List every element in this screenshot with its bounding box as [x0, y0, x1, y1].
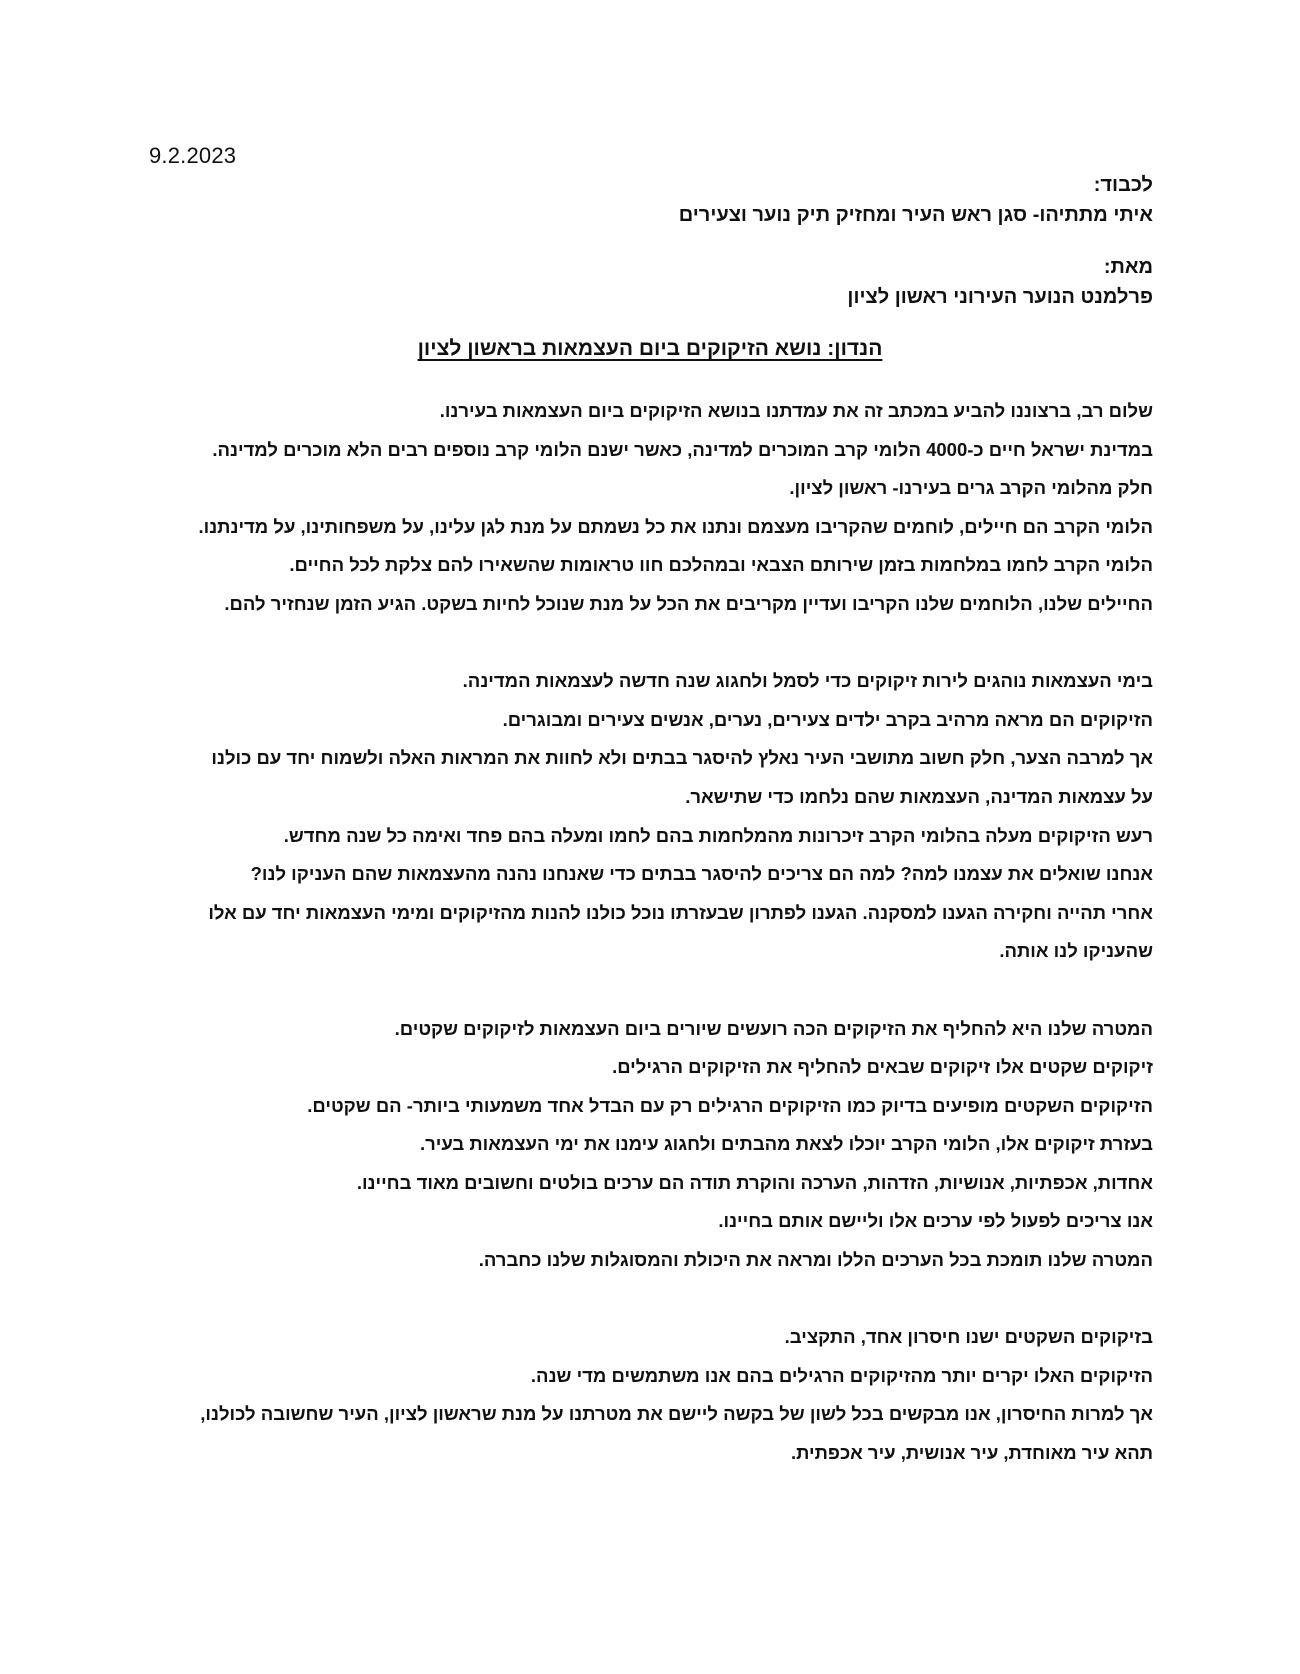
paragraph-gap: [143, 971, 1153, 1010]
body-line: בימי העצמאות נוהגים לירות זיקוקים כדי לסמל ולחגוג שנה חדשה לעצמאות המדינה.: [462, 670, 1153, 692]
recipient-label: לכבוד:: [1093, 174, 1153, 196]
body-line: שלום רב, ברצוננו להביע במכתב זה את עמדתנו בנושא הזיקוקים ביום העצמאות בעירנו.: [439, 400, 1153, 421]
body-line: רעש הזיקוקים מעלה בהלומי הקרב זיכרונות מהמלחמות בהם לחמו ומעלה בהם פחד ואימה כל שנה מחדש.: [283, 824, 1153, 846]
body-line: הלומי הקרב לחמו במלחמות בזמן שירותם הצבאי ובמהלכם חוו טראומות שהשאירו להם צלקת לכל החיים.: [289, 554, 1153, 576]
sender-block: [847, 252, 1153, 312]
body-line: אחרי תהייה וחקירה הגענו למסקנה. הגענו לפתרון שבעזרתו נוכל כולנו להנות מהזיקוקים ומימי העצמאות יחד עם אלו: [208, 901, 1153, 923]
letter-date: 9.2.2023: [149, 143, 237, 168]
body-line: על עצמאות המדינה, העצמאות שהם נלחמו כדי שתישאר.: [685, 785, 1153, 807]
recipient-block: [679, 170, 1153, 230]
body-line: אך למרות החיסרון, אנו מבקשים בכל לשון של בקשה ליישם את מטרתנו על מנת שראשון לציון, העיר שחשובה לכולנו,: [200, 1403, 1153, 1425]
sender-name: פרלמנט הנוער העירוני ראשון לציון: [847, 286, 1153, 308]
body-line: החיילים שלנו, הלוחמים שלנו הקריבו ועדיין מקריבים את הכל על מנת שנוכל לחיות בשקט. הגיע הזמן שנחזיר להם.: [224, 592, 1153, 614]
body-line: הלומי הקרב הם חיילים, לוחמים שהקריבו מעצמם ונתנו את כל נשמתם על מנת לגן עלינו, על משפחותינו, על מדינתנו.: [198, 515, 1153, 537]
body-line: אנו צריכים לפעול לפי ערכים אלו וליישם אותם בחיינו.: [718, 1210, 1153, 1232]
body-line: אחדות, אכפתיות, אנושיות, הזדהות, הערכה והוקרת תודה הם ערכים בולטים וחשובים מאוד בחיינו.: [356, 1171, 1153, 1193]
body-line: במדינת ישראל חיים כ-4000 הלומי קרב המוכרים למדינה, כאשר ישנם הלומי קרב נוספים רבים הלא מוכרים למדינה.: [212, 438, 1153, 460]
body-line: חלק מהלומי הקרב גרים בעירנו- ראשון לציון.: [789, 477, 1153, 499]
body-line: תהא עיר מאוחדת, עיר אנושית, עיר אכפתית.: [790, 1442, 1153, 1464]
body-line: אך למרבה הצער, חלק חשוב מתושבי העיר נאלץ להיסגר בבתים ולא לחוות את המראות האלה ולשמוח יחד עם כולנו: [211, 747, 1153, 769]
body-line: הזיקוקים הם מראה מרהיב בקרב ילדים צעירים, נערים, אנשים צעירים ומבוגרים.: [502, 708, 1153, 730]
paragraph-gap: [143, 624, 1153, 663]
body-line: אנחנו שואלים את עצמנו למה? למה הם צריכים להיסגר בבתים כדי שאנחנו נהנה מהעצמאות שהם העניקו לנו?: [250, 863, 1153, 885]
letter-subject: הנדון: נושא הזיקוקים ביום העצמאות בראשון לציון: [417, 337, 883, 360]
body-line: בזיקוקים השקטים ישנו חיסרון אחד, התקציב.: [784, 1326, 1153, 1348]
body-line: זיקוקים שקטים אלו זיקוקים שבאים להחליף את הזיקוקים הרגילים.: [612, 1056, 1153, 1078]
body-line: שהעניקו לנו אותה.: [999, 940, 1153, 962]
body-line: בעזרת זיקוקים אלו, הלומי הקרב יוכלו לצאת מהבתים ולחגוג עימנו את ימי העצמאות בעיר.: [419, 1133, 1153, 1155]
letter-body: [143, 392, 1153, 1473]
body-line: המטרה שלנו תומכת בכל הערכים הללו ומראה את היכולת והמסוגלות שלנו כחברה.: [478, 1249, 1153, 1271]
body-line: הזיקוקים האלו יקרים יותר מהזיקוקים הרגילים בהם אנו משתמשים מדי שנה.: [530, 1364, 1153, 1386]
body-line: הזיקוקים השקטים מופיעים בדיוק כמו הזיקוקים הרגילים רק עם הבדל אחד משמעותי ביותר- הם שקטים.: [307, 1094, 1153, 1116]
body-line: המטרה שלנו היא להחליף את הזיקוקים הכה רועשים שיורים ביום העצמאות לזיקוקים שקטים.: [394, 1017, 1153, 1039]
sender-label: מאת:: [1103, 256, 1153, 278]
paragraph-gap: [143, 1280, 1153, 1319]
recipient-name: איתי מתתיהו- סגן ראש העיר ומחזיק תיק נוער וצעירים: [678, 204, 1153, 226]
